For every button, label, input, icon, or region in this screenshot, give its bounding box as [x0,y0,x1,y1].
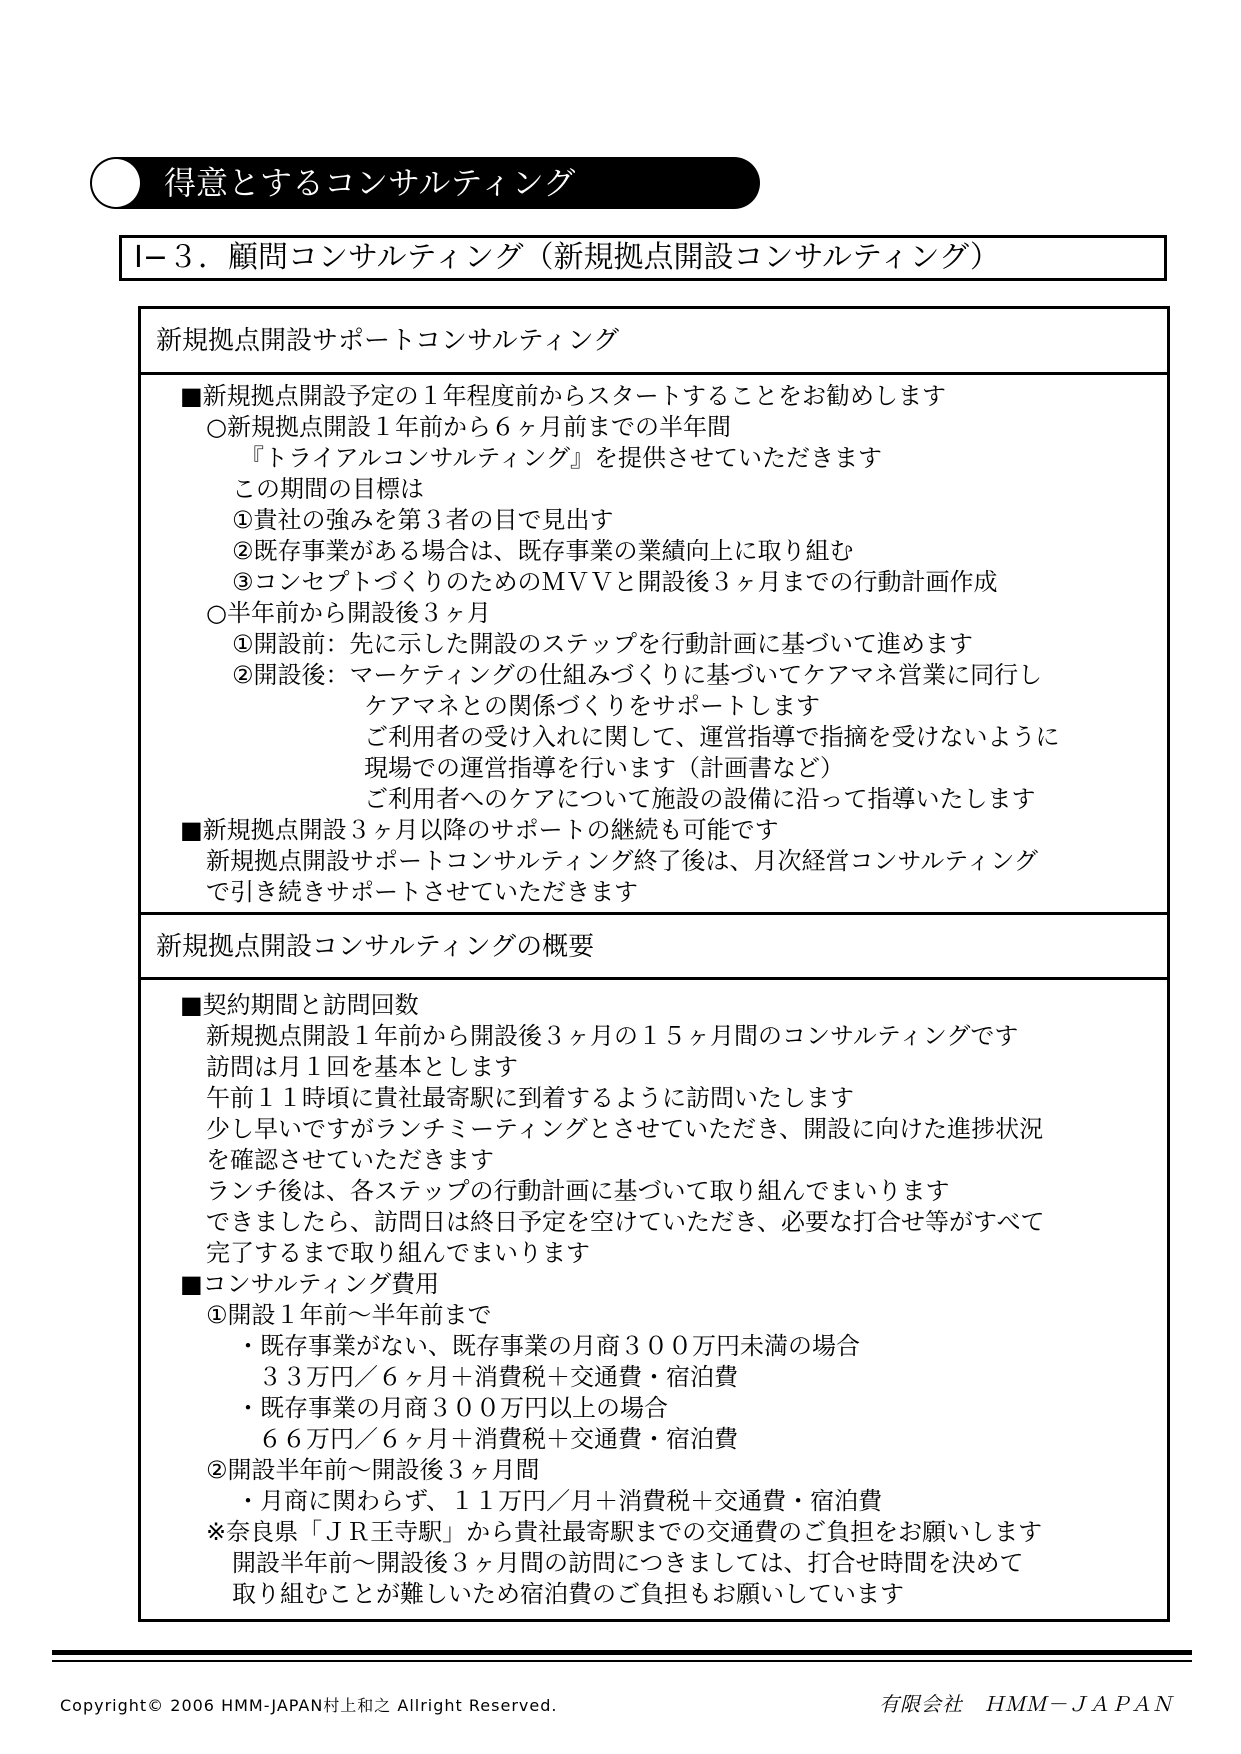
overview-line: ①開設１年前～半年前まで [206,1301,492,1329]
support-line: 新規拠点開設サポートコンサルティング終了後は、月次経営コンサルティング [206,847,1038,875]
support-line: ①貴社の強みを第３者の目で見出す [232,506,614,534]
overview-line: 取り組むことが難しいため宿泊費のご負担もお願いしています [232,1580,904,1608]
support-line: ○半年前から開設後３ヶ月 [206,599,491,627]
section-title: Ⅰ−３．顧問コンサルティング（新規拠点開設コンサルティング） [134,240,1000,275]
overview-line: ・既存事業がない、既存事業の月商３００万円未満の場合 [236,1332,860,1360]
section-divider [138,912,1170,915]
overview-line: 新規拠点開設１年前から開設後３ヶ月の１５ヶ月間のコンサルティングです [206,1022,1019,1050]
footer-company: 有限会社 ＨＭＭ－ＪＡＰＡＮ [879,1692,1173,1716]
footer-rule-secondary [52,1660,1192,1662]
footer-rule [52,1650,1192,1655]
overview-line: ランチ後は、各ステップの行動計画に基づいて取り組んでまいります [206,1177,950,1205]
overview-line: 完了するまで取り組んでまいります [206,1239,590,1267]
overview-line: ※奈良県「ＪＲ王寺駅」から貴社最寄駅までの交通費のご負担をお願いします [206,1518,1043,1546]
support-line: ③コンセプトづくりのためのＭＶＶと開設後３ヶ月までの行動計画作成 [232,568,998,596]
support-line: ○新規拠点開設１年前から６ヶ月前までの半年間 [206,413,731,441]
support-line: ケアマネとの関係づくりをサポートします [364,692,820,720]
overview-line: ６６万円／６ヶ月＋消費税＋交通費・宿泊費 [258,1425,738,1453]
support-title-divider [138,372,1170,375]
heading-title: 得意とするコンサルティング [164,164,576,202]
support-line: ①開設前：先に示した開設のステップを行動計画に基づいて進めます [232,630,974,658]
support-line: 『トライアルコンサルティング』を提供させていただきます [240,444,882,472]
footer-copyright: Copyright© 2006 HMM-JAPAN村上和之 Allright Reserved. [60,1696,558,1715]
overview-line: できましたら、訪問日は終日予定を空けていただき、必要な打合せ等がすべて [206,1208,1045,1236]
overview-line: 少し早いですがランチミーティングとさせていただき、開設に向けた進捗状況 [206,1115,1044,1143]
overview-line: 開設半年前～開設後３ヶ月間の訪問につきましては、打合せ時間を決めて [232,1549,1024,1577]
support-line: で引き続きサポートさせていただきます [206,878,638,906]
support-title: 新規拠点開設サポートコンサルティング [156,326,620,356]
overview-line: 午前１１時頃に貴社最寄駅に到着するように訪問いたします [206,1084,854,1112]
overview-line: ３３万円／６ヶ月＋消費税＋交通費・宿泊費 [258,1363,738,1391]
overview-line: ■コンサルティング費用 [180,1270,440,1298]
overview-title: 新規拠点開設コンサルティングの概要 [156,932,595,962]
heading-bullet-circle [92,159,140,207]
support-line: 現場での運営指導を行います（計画書など） [364,754,844,782]
overview-line: を確認させていただきます [206,1146,494,1174]
support-line: この期間の目標は [232,475,424,503]
overview-line: 訪問は月１回を基本とします [206,1053,518,1081]
support-line: ■新規拠点開設予定の１年程度前からスタートすることをお勧めします [180,382,946,410]
overview-line: ・月商に関わらず、１１万円／月＋消費税＋交通費・宿泊費 [236,1487,883,1515]
overview-line: ②開設半年前～開設後３ヶ月間 [206,1456,540,1484]
overview-line: ・既存事業の月商３００万円以上の場合 [236,1394,668,1422]
overview-title-divider [138,977,1170,980]
support-line: ②既存事業がある場合は、既存事業の業績向上に取り組む [232,537,854,565]
overview-line: ■契約期間と訪問回数 [180,991,419,1019]
support-line: ご利用者へのケアについて施設の設備に沿って指導いたします [364,785,1036,813]
support-line: ■新規拠点開設３ヶ月以降のサポートの継続も可能です [180,816,779,844]
support-line: ご利用者の受け入れに関して、運営指導で指摘を受けないように [364,723,1060,751]
support-line: ②開設後：マーケティングの仕組みづくりに基づいてケアマネ営業に同行し [232,661,1043,689]
